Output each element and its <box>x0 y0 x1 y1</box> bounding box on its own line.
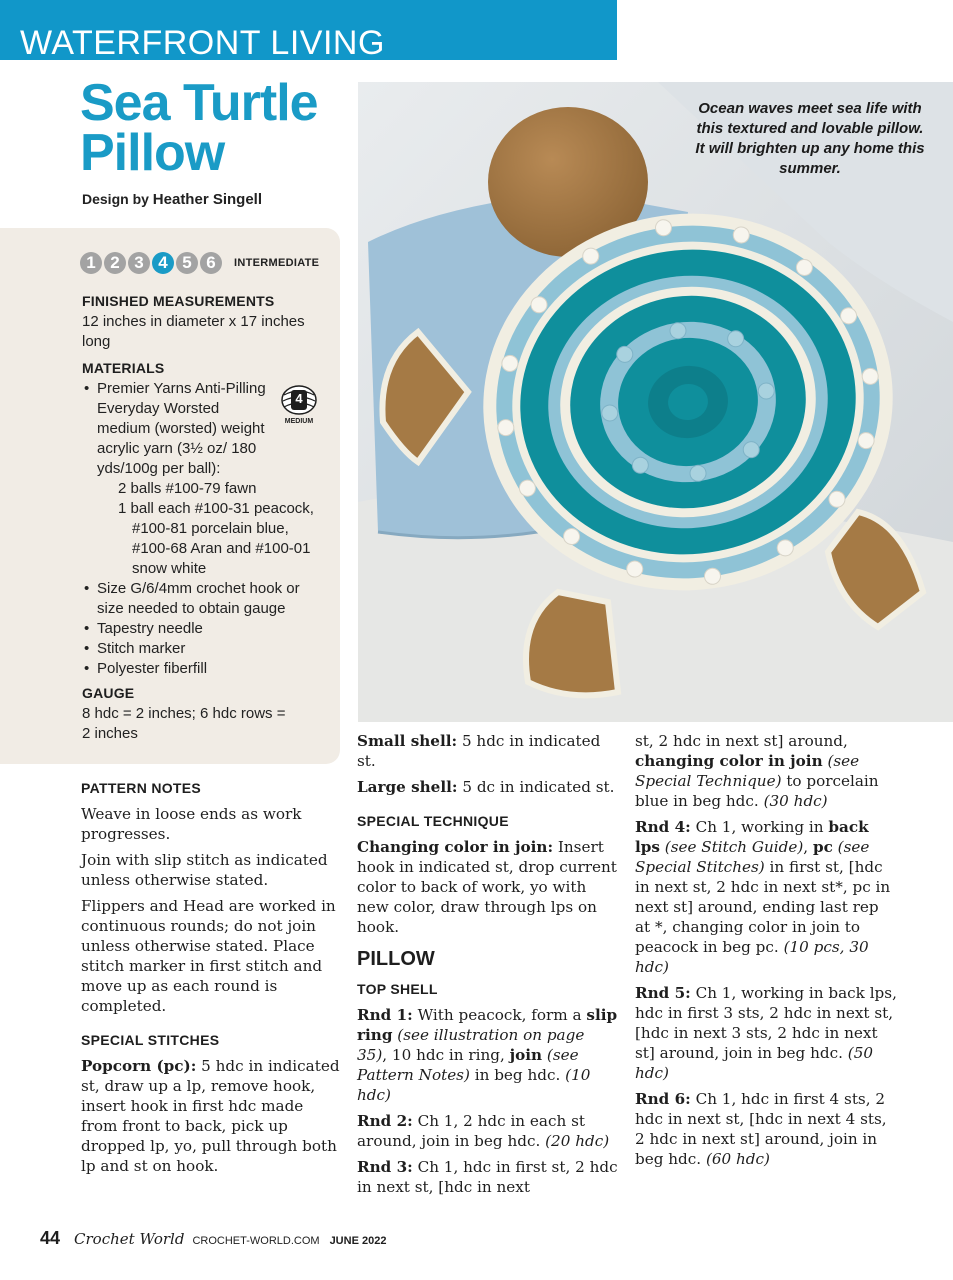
material-item: • Tapestry needle <box>82 619 332 639</box>
skill-level-6: 6 <box>200 252 222 274</box>
round-ref: (see Stitch Guide) <box>664 838 804 856</box>
issue-date: JUNE 2022 <box>329 1235 387 1247</box>
special-stitches-heading: SPECIAL STITCHES <box>81 1032 220 1048</box>
material-item: • Stitch marker <box>82 639 332 659</box>
round-2 <box>357 1111 619 1151</box>
magazine-name: Crochet World <box>74 1230 185 1248</box>
gauge-text <box>82 704 332 744</box>
section-title: WATERFRONT LIVING <box>20 24 385 62</box>
round-text: st, 2 hdc in next st] around, <box>635 732 848 750</box>
yarn-weight-number: 4 <box>295 391 303 406</box>
skill-label: INTERMEDIATE <box>234 257 320 269</box>
round-term: slip ring <box>357 1006 618 1044</box>
website: CROCHET-WORLD.COM <box>192 1235 320 1247</box>
round-term: back lps <box>635 818 869 856</box>
article-title <box>80 74 318 182</box>
finished-line-1: 12 inches in diameter x 17 inches <box>82 313 305 330</box>
round-label: Rnd 2: <box>357 1112 413 1130</box>
technique-text: Insert hook in indicated st, drop current color to back of work, yo with new color, draw through lps on hook. <box>357 838 617 936</box>
round-label: Rnd 4: <box>635 818 691 836</box>
finished-measurements-text <box>82 312 332 352</box>
technique-term: Changing color in join: <box>357 838 554 856</box>
page-footer <box>40 1228 386 1249</box>
round-text: Ch 1, hdc in first st, 2 hdc in next st, [hdc in next <box>357 1158 618 1196</box>
skill-level-3: 3 <box>128 252 150 274</box>
popcorn-text: 5 hdc in indicated st, draw up a lp, remove hook, insert hook in first hdc made from front to back, pick up dropped lp, yo, pull through both lp and st on hook. <box>81 1057 340 1175</box>
round-label: Rnd 5: <box>635 984 691 1002</box>
byline-prefix: Design by <box>82 191 149 207</box>
popcorn-definition <box>81 1056 343 1176</box>
column-2 <box>357 731 619 1203</box>
round-text: Ch 1, working in back lps, hdc in first 3 sts, 2 hdc in next st, [hdc in next 3 sts, 2 hdc in next st] around, join in beg hdc. <box>635 984 897 1062</box>
round-ref: (see Special Stitches) <box>635 838 870 876</box>
round-text: to porcelain blue in beg hdc. <box>635 772 879 810</box>
yarn-weight-label: MEDIUM <box>284 418 314 425</box>
gauge-line-2: 2 inches <box>82 725 138 742</box>
finished-measurements-heading: FINISHED MEASUREMENTS <box>82 293 275 309</box>
material-item: • Size G/6/4mm crochet hook or size needed to obtain gauge <box>82 579 312 619</box>
round-text: Ch 1, hdc in first 4 sts, 2 hdc in next st, [hdc in next 4 sts, 2 hdc in next st] around, join in beg hdc. <box>635 1090 887 1168</box>
round-ref: (see Special Technique) <box>635 752 860 790</box>
round-count: (60 hdc) <box>705 1150 770 1168</box>
pillow-heading: PILLOW <box>357 948 435 970</box>
round-text: Ch 1, 2 hdc in each st around, join in beg hdc. <box>357 1112 585 1150</box>
large-shell-term: Large shell: <box>357 778 458 796</box>
skill-level-5: 5 <box>176 252 198 274</box>
round-count: (50 hdc) <box>635 1044 874 1082</box>
round-label: Rnd 3: <box>357 1158 413 1176</box>
finished-line-2: long <box>82 333 111 350</box>
round-text: Ch 1, working in <box>695 818 824 836</box>
small-shell-term: Small shell: <box>357 732 458 750</box>
round-ref: (see illustration on page 35) <box>357 1026 585 1064</box>
popcorn-term: Popcorn (pc): <box>81 1057 197 1075</box>
pattern-note: Flippers and Head are worked in continuous rounds; do not join unless otherwise stated. Place stitch marker in first stitch and move up as each round is completed. <box>81 897 336 1015</box>
round-term: changing color in join <box>635 752 823 770</box>
round-1 <box>357 1005 619 1105</box>
page-number: 44 <box>40 1228 61 1248</box>
round-count: (20 hdc) <box>545 1132 610 1150</box>
small-shell-definition <box>357 731 619 771</box>
round-text: With peacock, form a <box>417 1006 582 1024</box>
yarn-weight-badge <box>277 383 321 429</box>
material-item: • Polyester fiberfill <box>82 659 332 679</box>
round-text: , 10 hdc in ring, <box>382 1046 505 1064</box>
pattern-note: Join with slip stitch as indicated unless otherwise stated. <box>81 851 328 889</box>
title-line-1: Sea Turtle <box>80 74 318 132</box>
large-shell-text: 5 dc in indicated st. <box>462 778 615 796</box>
round-term: join <box>509 1046 543 1064</box>
section-banner <box>0 0 617 60</box>
round-text: , <box>803 838 809 856</box>
gauge-line-1: 8 hdc = 2 inches; 6 hdc rows = <box>82 705 286 722</box>
round-count: (30 hdc) <box>763 792 828 810</box>
top-shell-heading: TOP SHELL <box>357 981 438 997</box>
round-count: (10 pcs, 30 hdc) <box>635 938 869 976</box>
round-label: Rnd 6: <box>635 1090 691 1108</box>
round-5 <box>635 983 897 1083</box>
large-shell-definition <box>357 777 619 797</box>
column-3 <box>635 731 897 1175</box>
material-item: 2 balls #100-79 fawn <box>118 480 257 497</box>
round-3-continued <box>635 731 897 811</box>
material-item: 1 ball each #100-31 peacock, <box>118 500 314 517</box>
pattern-notes-heading: PATTERN NOTES <box>81 780 202 796</box>
round-count: (10 hdc) <box>357 1066 591 1104</box>
special-technique-heading: SPECIAL TECHNIQUE <box>357 813 509 829</box>
small-shell-text: 5 hdc in indicated st. <box>357 732 601 770</box>
material-item: #100-81 porcelain blue, #100-68 Aran and #100-01 snow white <box>132 520 311 577</box>
materials-heading: MATERIALS <box>82 360 165 376</box>
round-term: pc <box>812 838 833 856</box>
designer-name: Heather Singell <box>152 191 262 208</box>
round-3 <box>357 1157 619 1197</box>
gauge-heading: GAUGE <box>82 685 135 701</box>
round-4 <box>635 817 897 977</box>
skill-level <box>80 251 319 275</box>
round-ref: (see Pattern Notes) <box>357 1046 579 1084</box>
skill-level-4: 4 <box>152 252 174 274</box>
column-1 <box>81 778 343 1182</box>
round-label: Rnd 1: <box>357 1006 413 1024</box>
title-line-2: Pillow <box>80 124 225 182</box>
byline <box>82 191 262 208</box>
skill-level-1: 1 <box>80 252 102 274</box>
round-6 <box>635 1089 897 1169</box>
photo-caption: Ocean waves meet sea life with this textured and lovable pillow. It will brighten up any home this summer. <box>695 100 925 177</box>
skill-level-2: 2 <box>104 252 126 274</box>
round-text: in first st, [hdc in next st, 2 hdc in next st*, pc in next st] around, ending last rep at *, changing color in join to peacock in beg pc. <box>635 858 891 956</box>
pattern-note: Weave in loose ends as work progresses. <box>81 805 302 843</box>
turtle-flipper <box>526 592 618 695</box>
technique-definition <box>357 837 619 937</box>
round-text: in beg hdc. <box>474 1066 561 1084</box>
material-item: • Premier Yarns Anti-Pilling Everyday Worsted medium (worsted) weight acrylic yarn (3½ oz/ 180 yds/100g per ball): <box>82 379 268 479</box>
